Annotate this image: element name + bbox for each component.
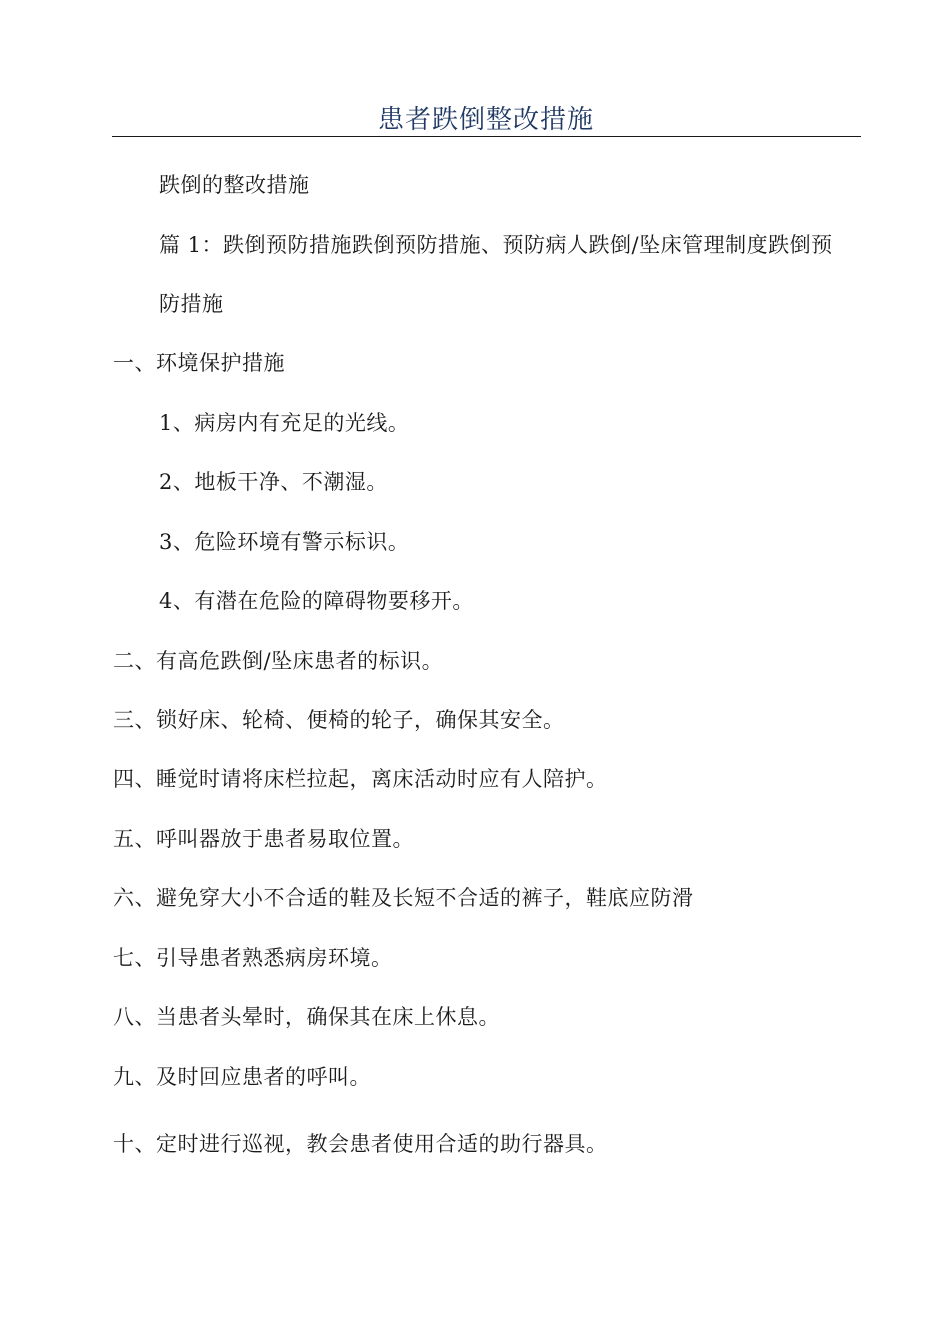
section-item: 三、锁好床、轮椅、便椅的轮子，确保其安全。 — [113, 708, 565, 732]
intro-line-2: 防措施 — [159, 292, 224, 316]
title-underline — [112, 136, 861, 137]
section-item: 二、有高危跌倒/坠床患者的标识。 — [113, 649, 444, 673]
list-item: 4、有潜在危险的障碍物要移开。 — [159, 589, 474, 613]
list-item: 3、危险环境有警示标识。 — [159, 530, 410, 554]
section-item: 四、睡觉时请将床栏拉起，离床活动时应有人陪护。 — [113, 767, 608, 791]
section-item: 五、呼叫器放于患者易取位置。 — [113, 827, 414, 851]
list-item: 1、病房内有充足的光线。 — [159, 411, 410, 435]
section-item: 八、当患者头晕时，确保其在床上休息。 — [113, 1005, 500, 1029]
document-title: 患者跌倒整改措施 — [377, 105, 594, 135]
section-item: 九、及时回应患者的呼叫。 — [113, 1065, 371, 1089]
intro-line-1: 篇 1：跌倒预防措施跌倒预防措施、预防病人跌倒/坠床管理制度跌倒预 — [159, 233, 833, 257]
section-item: 七、引导患者熟悉病房环境。 — [113, 946, 393, 970]
section-item: 六、避免穿大小不合适的鞋及长短不合适的裤子，鞋底应防滑 — [113, 886, 694, 910]
list-item: 2、地板干净、不潮湿。 — [159, 470, 388, 494]
section-heading-environment: 一、环境保护措施 — [113, 351, 285, 375]
document-subtitle: 跌倒的整改措施 — [159, 173, 310, 197]
section-item: 十、定时进行巡视，教会患者使用合适的助行器具。 — [113, 1132, 608, 1156]
